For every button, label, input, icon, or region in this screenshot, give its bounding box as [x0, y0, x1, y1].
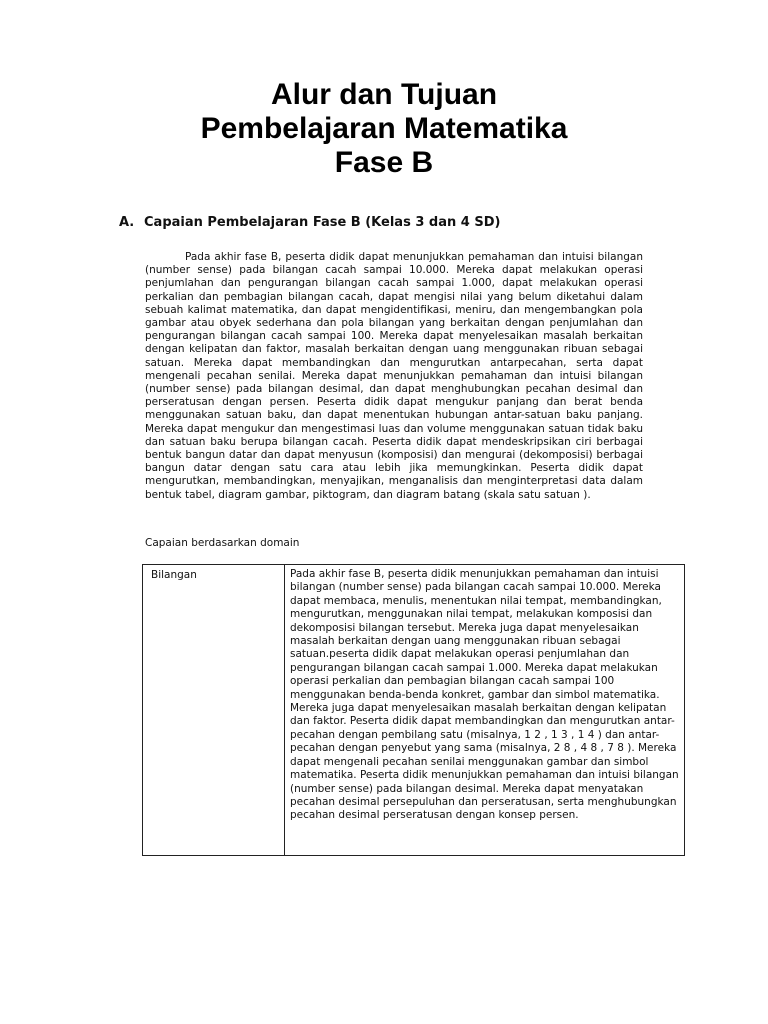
section-heading	[119, 215, 500, 230]
title-line-3: Fase B	[334, 146, 434, 179]
table-cell-description: Pada akhir fase B, peserta didik menunjukkan pemahaman dan intuisi bilangan (number sense) pada bilangan cacah sampai 10.000. Mereka dapat membaca, menulis, menentukan nilai tempat, membandingkan, mengurutkan, menggunakan nilai tempat, melakukan komposisi dan dekomposisi bilangan tersebut. Mereka juga dapat menyelesaikan masalah berkaitan dengan uang menggunakan ribuan sebagai satuan.peserta didik dapat melakukan operasi penjumlahan dan pengurangan bilangan cacah sampai 1.000. Mereka dapat melakukan operasi perkalian dan pembagian bilangan cacah sampai 100 menggunakan benda-benda konkret, gambar dan simbol matematika. Mereka juga dapat menyelesaikan masalah berkaitan dengan kelipatan dan faktor. Peserta didik dapat membandingkan dan mengurutkan antar-pecahan dengan pembilang satu (misalnya, 1 2 , 1 3 , 1 4 ) dan antar-pecahan dengan penyebut yang sama (misalnya, 2 8 , 4 8 , 7 8 ). Mereka dapat mengenali pecahan senilai menggunakan gambar dan simbol matematika. Peserta didik menunjukkan pemahaman dan intuisi bilangan (number sense) pada bilangan desimal. Mereka dapat menyatakan pecahan desimal persepuluhan dan perseratusan, serta menghubungkan pecahan desimal perseratusan dengan konsep persen.	[290, 568, 679, 822]
document-title	[100, 78, 668, 180]
domain-table	[142, 564, 685, 856]
domain-caption: Capaian berdasarkan domain	[145, 537, 300, 549]
title-line-1: Alur dan Tujuan	[270, 78, 498, 111]
section-paragraph: Pada akhir fase B, peserta didik dapat menunjukkan pemahaman dan intuisi bilangan (number sense) pada bilangan cacah sampai 10.000. Mereka dapat melakukan operasi penjumlahan dan pengurangan bilangan cacah sampai 1.000, dapat melakukan operasi perkalian dan pembagian bilangan cacah, dapat mengisi nilai yang belum diketahui dalam sebuah kalimat matematika, dan dapat mengidentifikasi, meniru, dan mengembangkan pola gambar atau obyek sederhana dan pola bilangan yang berkaitan dengan penjumlahan dan pengurangan bilangan cacah sampai 100. Mereka dapat menyelesaikan masalah berkaitan dengan kelipatan dan faktor, masalah berkaitan dengan uang menggunakan ribuan sebagai satuan. Mereka dapat membandingkan dan mengurutkan antarpecahan, serta dapat mengenali pecahan senilai. Mereka dapat menunjukkan pemahaman dan intuisi bilangan (number sense) pada bilangan desimal, dan dapat menghubungkan pecahan desimal dan perseratusan dengan persen. Peserta didik dapat mengukur panjang dan berat benda menggunakan satuan baku, dan dapat menentukan hubungan antar-satuan baku panjang. Mereka dapat mengukur dan mengestimasi luas dan volume menggunakan satuan tidak baku dan satuan baku berupa bilangan cacah. Peserta didik dapat mendeskripsikan ciri berbagai bentuk bangun datar dan dapat menyusun (komposisi) dan mengurai (dekomposisi) berbagai bangun datar dengan satu cara atau lebih jika memungkinkan. Peserta didik dapat mengurutkan, membandingkan, menyajikan, menganalisis dan menginterpretasi data dalam bentuk tabel, diagram gambar, piktogram, dan diagram batang (skala satu satuan ).	[145, 251, 643, 501]
table-column-divider	[284, 565, 285, 855]
table-cell-domain: Bilangan	[151, 569, 197, 581]
section-letter: A.	[119, 215, 135, 230]
title-line-2: Pembelajaran Matematika	[200, 112, 568, 145]
section-heading-text: Capaian Pembelajaran Fase B (Kelas 3 dan 4 SD)	[144, 215, 501, 230]
